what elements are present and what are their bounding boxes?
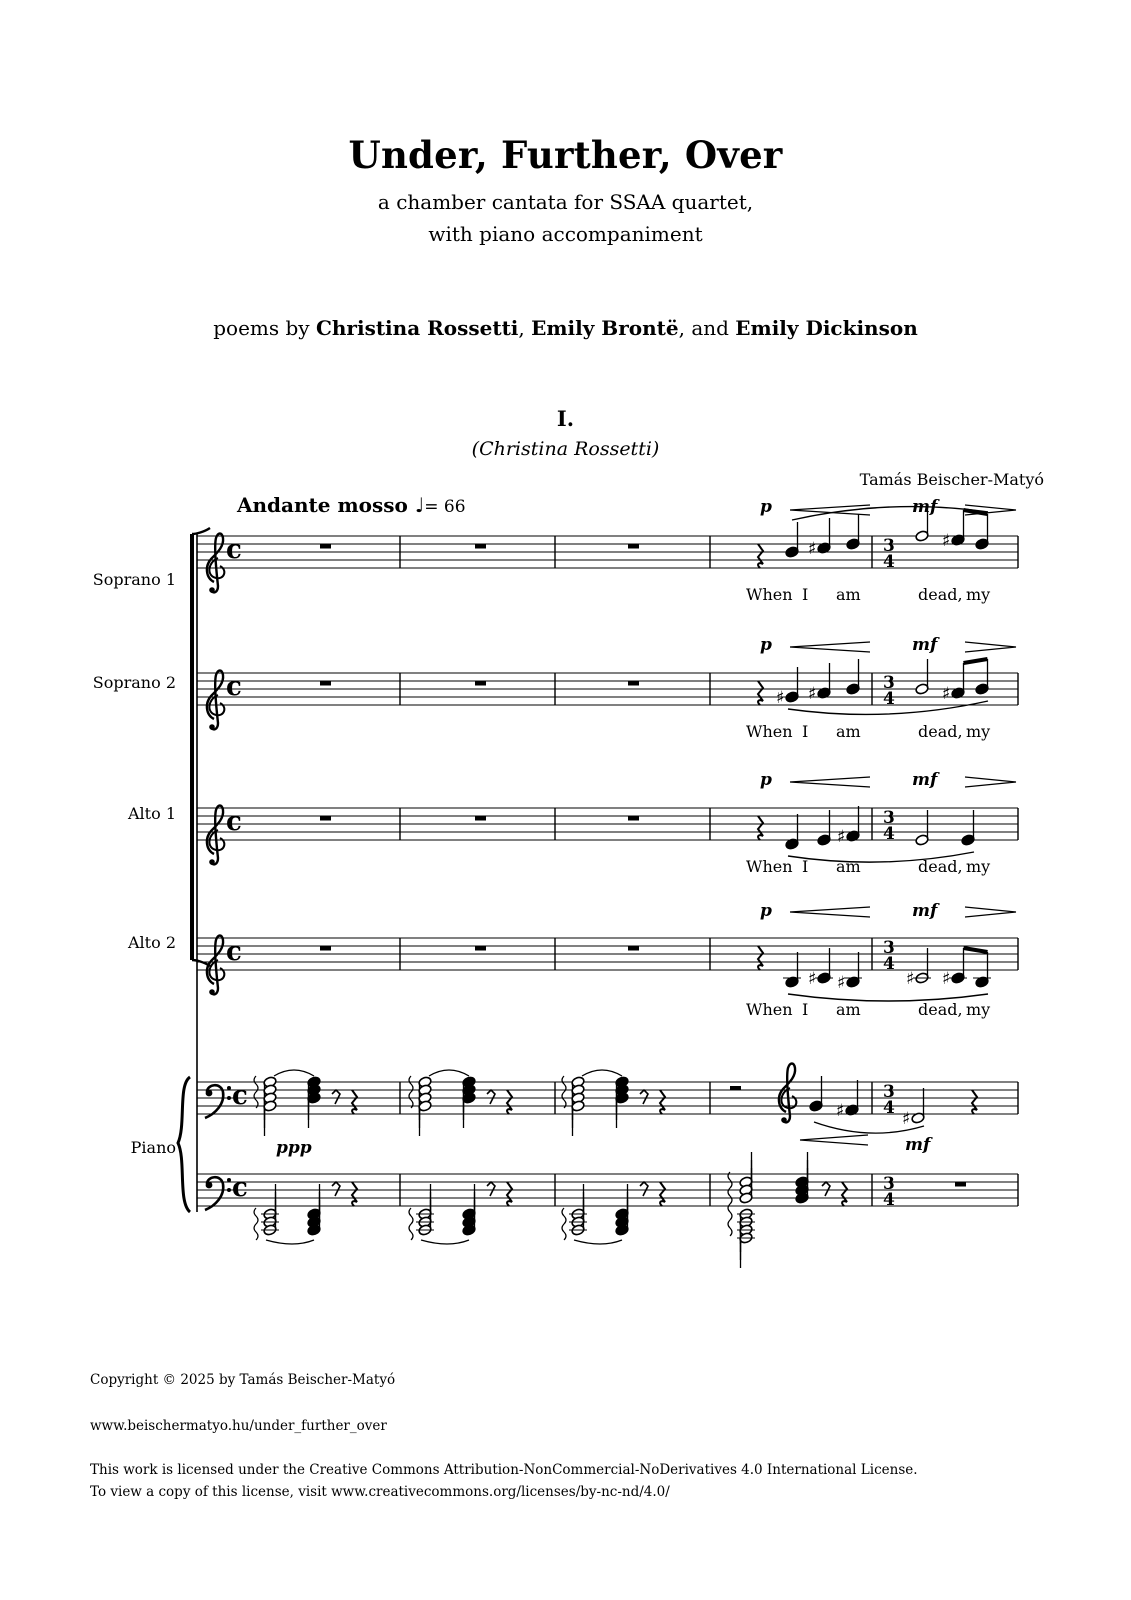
staff-alto-2 bbox=[197, 907, 1018, 1001]
lyric-word: am bbox=[836, 1000, 861, 1019]
poet-separator-2: , and bbox=[678, 316, 736, 340]
poet-separator-1: , bbox=[518, 316, 532, 340]
subtitle-line-1: a chamber cantata for SSAA quartet, bbox=[377, 190, 754, 214]
tie bbox=[429, 1070, 469, 1076]
time-signature-3-4-icon: 4 bbox=[883, 1190, 895, 1210]
eighth-rest-icon bbox=[640, 1090, 648, 1104]
time-signature-3-4-icon: 3 bbox=[883, 1174, 895, 1194]
whole-rest-icon bbox=[475, 681, 486, 686]
lyric-word: I bbox=[802, 585, 809, 604]
quarter-rest-icon bbox=[352, 1090, 357, 1114]
eighth-rest-icon bbox=[332, 1182, 340, 1196]
decrescendo-icon bbox=[965, 642, 1016, 652]
dynamic-mf: mf bbox=[912, 901, 938, 921]
dynamic-p: p bbox=[760, 497, 772, 517]
quarter-rest-icon bbox=[758, 816, 763, 840]
whole-rest-icon bbox=[628, 946, 639, 951]
quarter-rest-icon bbox=[758, 544, 763, 568]
tempo-value: = 66 bbox=[424, 497, 466, 517]
lyric-word: am bbox=[836, 585, 861, 604]
sharp-icon: ♯ bbox=[942, 531, 951, 551]
lyric-word: I bbox=[802, 722, 809, 741]
whole-rest-icon bbox=[320, 681, 331, 686]
sharp-icon: ♯ bbox=[942, 684, 951, 704]
staff-label-soprano-2: Soprano 2 bbox=[92, 673, 176, 692]
dynamic-mf-piano: mf bbox=[905, 1135, 931, 1155]
footer-copyright: Copyright © 2025 by Tamás Beischer-Matyó bbox=[90, 1372, 396, 1388]
tie bbox=[582, 1070, 622, 1076]
beam bbox=[964, 948, 988, 952]
sharp-icon: ♯ bbox=[837, 827, 846, 847]
common-time-icon: c bbox=[232, 1081, 248, 1111]
crescendo-icon bbox=[790, 642, 870, 652]
page-title: Under, Further, Over bbox=[348, 133, 783, 177]
beam bbox=[964, 659, 988, 663]
quarter-rest-icon bbox=[972, 1090, 977, 1114]
crescendo-icon bbox=[790, 777, 870, 787]
dynamics-alto-2 bbox=[760, 901, 940, 921]
time-signature-3-4-icon: 3 bbox=[883, 536, 895, 556]
quarter-rest-icon bbox=[660, 1182, 665, 1206]
choir-bracket bbox=[190, 528, 210, 966]
quarter-rest-icon bbox=[758, 681, 763, 705]
whole-rest-icon bbox=[320, 816, 331, 821]
lyric-word: dead, bbox=[918, 857, 963, 876]
dynamics-soprano-2 bbox=[760, 635, 940, 655]
eighth-rest-icon bbox=[487, 1182, 495, 1196]
staff-label-soprano-1: Soprano 1 bbox=[92, 570, 176, 589]
whole-rest-icon bbox=[628, 681, 639, 686]
tie bbox=[574, 1240, 622, 1244]
quarter-rest-icon bbox=[660, 1090, 665, 1114]
arpeggio-icon bbox=[562, 1208, 566, 1240]
staff-soprano-1 bbox=[197, 505, 1018, 593]
staff-alto-1 bbox=[197, 777, 1018, 865]
dynamic-p: p bbox=[760, 635, 772, 655]
lyric-word: When bbox=[746, 585, 793, 604]
dynamic-ppp: ppp bbox=[276, 1138, 312, 1158]
sharp-icon: ♯ bbox=[808, 684, 817, 704]
lyric-word: my bbox=[966, 1000, 991, 1019]
sharp-icon: ♯ bbox=[836, 1101, 845, 1121]
treble-clef-icon bbox=[207, 671, 224, 730]
staff-soprano-2 bbox=[197, 642, 1018, 730]
time-signature-3-4-icon: 3 bbox=[883, 1082, 895, 1102]
dynamics-alto-1 bbox=[760, 770, 940, 790]
movement-number: I. bbox=[556, 406, 575, 431]
eighth-rest-icon bbox=[640, 1182, 648, 1196]
time-signature-3-4-icon: 4 bbox=[883, 1098, 895, 1118]
lyric-word: dead, bbox=[918, 1000, 963, 1019]
dynamic-p: p bbox=[760, 901, 772, 921]
arpeggio-icon bbox=[409, 1208, 413, 1240]
tie bbox=[266, 1240, 314, 1244]
quarter-rest-icon bbox=[507, 1090, 512, 1114]
decrescendo-icon bbox=[965, 777, 1016, 787]
tie bbox=[421, 1240, 469, 1244]
lyric-word: When bbox=[746, 722, 793, 741]
whole-rest-icon bbox=[475, 816, 486, 821]
piano-brace bbox=[178, 1077, 190, 1212]
whole-rest-icon bbox=[628, 544, 639, 549]
lyric-word: I bbox=[802, 1000, 809, 1019]
composer-credit: Tamás Beischer-Matyó bbox=[859, 470, 1044, 489]
sharp-icon: ♯ bbox=[776, 688, 785, 708]
lyric-word: dead, bbox=[918, 585, 963, 604]
staff-label-alto-2: Alto 2 bbox=[128, 933, 176, 952]
staff-label-alto-1: Alto 1 bbox=[128, 804, 176, 823]
lyric-word: my bbox=[966, 857, 991, 876]
sharp-icon: ♯ bbox=[906, 969, 915, 989]
eighth-rest-icon bbox=[822, 1182, 830, 1196]
time-signature-3-4-icon: 3 bbox=[883, 938, 895, 958]
common-time-icon: c bbox=[226, 672, 242, 702]
staff-label-piano: Piano bbox=[130, 1138, 176, 1157]
sharp-icon: ♯ bbox=[942, 969, 951, 989]
dynamic-mf: mf bbox=[912, 635, 938, 655]
lyric-word: am bbox=[836, 722, 861, 741]
arpeggio-icon bbox=[254, 1208, 258, 1240]
time-signature-3-4-icon: 3 bbox=[883, 808, 895, 828]
tie bbox=[274, 1070, 314, 1076]
arpeggio-icon bbox=[562, 1076, 566, 1108]
dynamic-p: p bbox=[760, 770, 772, 790]
lyric-word: my bbox=[966, 722, 991, 741]
common-time-icon: c bbox=[232, 1173, 248, 1203]
crescendo-icon bbox=[800, 1135, 868, 1145]
movement-poet-note: (Christina Rossetti) bbox=[471, 438, 660, 460]
footer-license-line-2: To view a copy of this license, visit www.creativecommons.org/licenses/by-nc-nd/4.0/ bbox=[90, 1484, 670, 1500]
whole-rest-icon bbox=[730, 1086, 741, 1091]
eighth-rest-icon bbox=[332, 1090, 340, 1104]
dynamic-mf: mf bbox=[912, 497, 938, 517]
quarter-rest-icon bbox=[507, 1182, 512, 1206]
lyrics-soprano-1 bbox=[746, 585, 990, 604]
footer-license-line-1: This work is licensed under the Creative Commons Attribution-NonCommercial-NoDerivatives 4.0 International License. bbox=[90, 1462, 918, 1478]
staff-piano-treble bbox=[197, 1064, 1018, 1146]
whole-rest-icon bbox=[955, 1182, 966, 1187]
quarter-note-icon: ♩ bbox=[414, 493, 425, 517]
dynamic-mf: mf bbox=[912, 770, 938, 790]
subtitle-line-2: with piano accompaniment bbox=[428, 222, 703, 246]
time-signature-3-4-icon: 4 bbox=[883, 552, 895, 572]
poet-rossetti: Christina Rossetti bbox=[315, 316, 519, 340]
tempo-text: Andante mosso bbox=[237, 493, 408, 517]
common-time-icon: c bbox=[226, 535, 242, 565]
arpeggio-icon bbox=[409, 1076, 413, 1108]
lyric-word: my bbox=[966, 585, 991, 604]
treble-clef-icon bbox=[207, 806, 224, 865]
whole-rest-icon bbox=[475, 544, 486, 549]
lyrics-soprano-2 bbox=[746, 722, 990, 741]
time-signature-3-4-icon: 4 bbox=[883, 824, 895, 844]
lyrics-alto-2 bbox=[746, 1000, 990, 1019]
lyric-word: am bbox=[836, 857, 861, 876]
common-time-icon: c bbox=[226, 937, 242, 967]
arpeggio-icon bbox=[254, 1076, 258, 1108]
lyric-word: I bbox=[802, 857, 809, 876]
quarter-rest-icon bbox=[352, 1182, 357, 1206]
lyric-word: When bbox=[746, 857, 793, 876]
lyric-word: When bbox=[746, 1000, 793, 1019]
beam bbox=[964, 510, 988, 514]
decrescendo-icon bbox=[965, 907, 1016, 917]
time-signature-3-4-icon: 4 bbox=[883, 689, 895, 709]
crescendo-icon bbox=[790, 907, 870, 917]
footer-url[interactable]: www.beischermatyo.hu/under_further_over bbox=[90, 1418, 387, 1434]
sharp-icon: ♯ bbox=[837, 973, 846, 993]
sharp-icon: ♯ bbox=[808, 969, 817, 989]
staff-piano-bass bbox=[197, 1152, 1018, 1268]
lyric-word: dead, bbox=[918, 722, 963, 741]
time-signature-3-4-icon: 3 bbox=[883, 673, 895, 693]
whole-rest-icon bbox=[320, 544, 331, 549]
poet-bronte: Emily Brontë bbox=[531, 316, 679, 340]
time-signature-3-4-icon: 4 bbox=[883, 954, 895, 974]
quarter-rest-icon bbox=[842, 1182, 847, 1206]
eighth-rest-icon bbox=[487, 1090, 495, 1104]
lyrics-alto-1 bbox=[746, 857, 990, 876]
treble-clef-icon bbox=[207, 534, 224, 593]
whole-rest-icon bbox=[628, 816, 639, 821]
whole-rest-icon bbox=[475, 946, 486, 951]
poet-dickinson: Emily Dickinson bbox=[735, 316, 918, 340]
sharp-icon: ♯ bbox=[808, 539, 817, 559]
sharp-icon: ♯ bbox=[902, 1109, 911, 1129]
whole-rest-icon bbox=[320, 946, 331, 951]
common-time-icon: c bbox=[226, 807, 242, 837]
poets-prefix: poems by bbox=[213, 316, 316, 340]
quarter-rest-icon bbox=[758, 946, 763, 970]
